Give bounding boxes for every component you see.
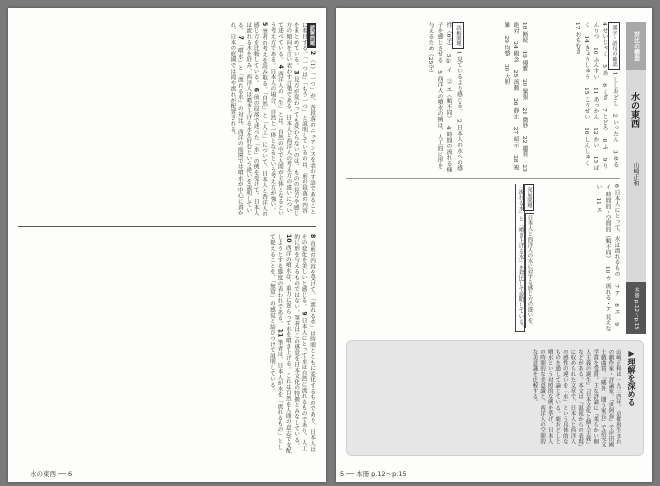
answer-item: 11 エ (595, 197, 601, 213)
explanation-text: 筆者は、日本人が水を「流れるもの」として捉えることを、「無常」の感覚と結びつけて説明している。 (268, 234, 283, 450)
question-number: 8 (309, 234, 316, 239)
answer-item: 10 ふんすい (592, 47, 598, 80)
reading-heading: 読解問題 (452, 22, 464, 49)
answer-item: 3 ① イ ② エ（順不同） (445, 53, 451, 119)
answer-item: 6 日本人にとって、水は流れるもの (613, 184, 619, 277)
chapter-header-strip (626, 22, 646, 334)
info-title (626, 349, 637, 406)
answer-item: 7 とどろ (601, 107, 607, 131)
answer-item: 16 しんしゅく (583, 127, 589, 166)
left-page (8, 8, 326, 482)
explanation-text: 前の段落で述べた「水」の例を受けて、日本人は流れる水を好み、西洋人は噴き上げる水を好むという違いを説明している。 (236, 22, 259, 216)
right-page (336, 8, 652, 482)
section-divider (18, 226, 316, 227)
answer-item: 2 いったん (611, 113, 618, 143)
kanji-answers-2 (470, 22, 528, 172)
left-bottom-columns (16, 234, 316, 454)
chapter-author: 山崎正和 (632, 162, 639, 186)
answer-item: 14 きょうしゅう (583, 35, 589, 80)
question-number: 11 (276, 328, 284, 338)
section-label: 読解問題 (309, 25, 315, 46)
answer-item: 17 おもむき (574, 22, 580, 55)
left-top-columns (16, 22, 316, 218)
answer-item: 19 優雅 (521, 50, 527, 72)
explanation-text: 西洋人の「生」とは、自然の中で人間が主体となるという考え方である。日本人の場合、自然と一体となるという考え方が強い。 (269, 22, 283, 216)
answer-item: 13 ばく (583, 22, 598, 171)
reading-answers (344, 22, 464, 172)
explanation-text: 直前の内容を受けて、「流れる水」は時間とともに変化するものであり、日本人はその変化を美しいと感じる。 (300, 234, 315, 453)
triangle-icon: ▶ (627, 349, 636, 358)
question-number: 4 (276, 64, 284, 69)
explanation-text: 筆者の考えを読み取る。「自然」と「人工」について、日本人と西洋人の感じ方を比較している。 (252, 22, 268, 217)
question-number: 3 (292, 70, 300, 75)
answer-item: 15 こうせい (583, 87, 589, 120)
answer-item: 4 時間の流れる様子を感じさせる (436, 22, 451, 172)
explanation-text: 見方が変わっても変わらないのは、ものの見方や感じ方の傾向を言い表わす言葉である。日本人と西洋人の考え方の違いについて述べている。 (276, 22, 299, 216)
answer-item: 6 くぎ (601, 83, 607, 101)
page-reference-tab: 本冊 p.12〜p.15 (626, 282, 646, 334)
extra-answers (540, 184, 620, 332)
answer-item: 3 ゆる (611, 150, 618, 168)
answer-item: 20 緊張 (521, 78, 527, 100)
answer-item: 18 断続 (521, 22, 527, 43)
answer-item: 25 流動 (512, 69, 518, 91)
answer-item: 11 あっかん (592, 87, 598, 120)
answer-item: 5 あ (601, 64, 607, 76)
explanation-text: 西洋の噴水は、重力に逆らって水を噴き上げる。これは自然を人間の意志で支配しようとする態度の表われである。 (276, 234, 291, 454)
question-number: 6 (252, 87, 260, 93)
explanation-text: 「噴水」と「流れる水」の対比。西洋の庭園では噴水が中心に置かれ、日本の庭園では滝や流れが配置される。 (229, 22, 243, 216)
explanation-text: （1）「一つ」が、各段落のニュアンスを表わす語であることに着目する。「一つは」「もう一つ」と説明しているのは、前の段落の内容をまとめている。 (292, 22, 315, 215)
answer-item: 21 微妙 (521, 107, 527, 129)
applied-text: 日本人と西洋人の水に対する感じ方の違いを、「流れる水」と「噴き上げる水」を対比して説明している。 (517, 184, 533, 330)
answer-item: 7 ア (613, 284, 619, 296)
answer-item: 30 大胆 (503, 63, 509, 85)
question-number: 7 (236, 35, 244, 40)
answer-item: 8 エ (613, 303, 619, 315)
chapter-title: 水の東西 (629, 92, 639, 128)
info-title-text: 理解を深める (627, 358, 636, 406)
right-page-footer: 5 ── 本冊 p.12〜p.15 (340, 470, 407, 478)
answer-item: 8 ふ (601, 138, 607, 150)
answer-item: 29 均整 (503, 35, 509, 57)
left-page-footer: 水の東西 ── 6 (30, 470, 73, 478)
question-number: 9 (300, 311, 308, 316)
answer-item: 26 静止 (512, 98, 518, 120)
answer-item: 1 見ているより感じる。 (455, 50, 462, 112)
answer-item: 1 ししおどし (611, 71, 618, 106)
answer-heading: 漢字・語句の確認 (608, 22, 620, 70)
category-label: 対比の構造 (626, 22, 646, 70)
section-divider (346, 178, 620, 179)
answer-item: 23 絶対 (512, 22, 527, 172)
applied-answers (344, 184, 534, 332)
applied-heading: 発展問題 (523, 184, 534, 211)
question-number: 10 (284, 234, 292, 243)
question-number: 2 (309, 50, 316, 56)
kanji-answers (534, 22, 620, 172)
info-box (346, 340, 644, 456)
answer-item: 10 ウ 流れる・ア 見えない (595, 184, 610, 332)
answer-item: 28 複雑 (503, 22, 518, 171)
answer-item: 4 せいじゃく (601, 22, 607, 57)
explanation-text: 日本人にとって水は自然に流れるものであり、人工的に形を与えるものではない。筆者はこの感覚を日本文化の特徴とみなしている。 (293, 234, 307, 452)
answer-item: 22 鑑賞 (521, 135, 527, 157)
answer-item: 5 西洋人の噴水の例は、人工的に形を与えるため（25字） (427, 22, 442, 169)
answer-item: 9 りんりつ (592, 22, 607, 169)
info-text: 山崎正和は一九三四年、京都府生まれの劇作家・評論家。『世阿弥』で岸田國士戯曲賞、『鷗外 闘う家長』で読売文学賞を受賞。主な評論に『柔らかい個人主義の誕生』『日本文化と個人主義』などがある。本文は『混沌からの表現』に収められた文章で、日本人と西洋人の感性の違いを「水」という具体的なものを通して論じている。鹿おどしと噴水という対照的な例を挙げ、日本人の時間的な美意識と、西洋人の空間的な美意識を比較する。 (531, 349, 621, 448)
answer-item: 9 イ 時間的・空間的（順不同） (604, 184, 619, 326)
answer-item: 27 暗示 (512, 126, 518, 148)
question-number: 5 (261, 22, 269, 27)
answer-item: 12 かい (592, 127, 598, 149)
answer-item: 24 観念 (512, 41, 518, 63)
answer-item: 2 日本人の水への感性（6字） (445, 22, 462, 171)
